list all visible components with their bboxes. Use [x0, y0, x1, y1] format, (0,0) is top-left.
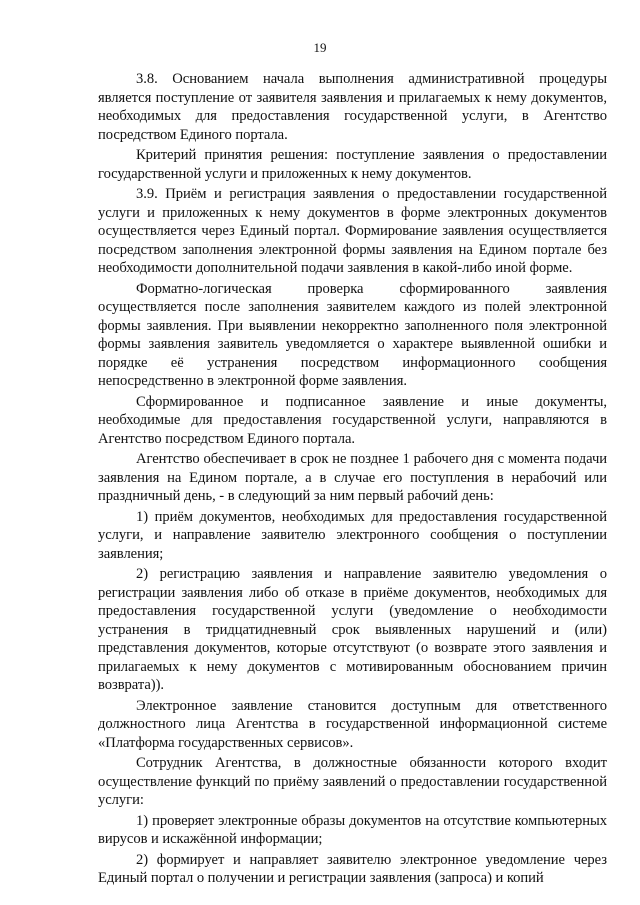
- paragraph-electronic-application: Электронное заявление становится доступным для ответственного должностного лица Агентства в государственной информационной системе «Платформа государственных сервисов».: [98, 697, 607, 751]
- paragraph-signed-application: Сформированное и подписанное заявление и иные документы, необходимые для предоставления государственной услуги, направляются в Агентство посредством Единого портала.: [98, 393, 607, 447]
- paragraph-3-8: 3.8. Основанием начала выполнения административной процедуры является поступление от заявителя заявления и прилагаемых к нему документов, необходимых для предоставления государственной услуги, в Агентство посредством Единого портала.: [98, 71, 607, 143]
- document-body: [98, 70, 607, 888]
- list-item-2-registration: 2) регистрацию заявления и направление заявителю уведомления о регистрации заявления либо об отказе в приёме документов, необходимых для предоставления государственной услуги (уведомление о необходимости устранения в тридцатидневный срок выявленных нарушений и (или) представления документов, которые отсутствуют (о возврате этого заявления и прилагаемых к нему документов с мотивированным обоснованием причин возврата)).: [98, 566, 607, 693]
- list-item-1-acceptance: 1) приём документов, необходимых для предоставления государственной услуги, и направление заявителю электронного сообщения о поступлении заявления;: [98, 508, 607, 562]
- paragraph-agency-employee: Сотрудник Агентства, в должностные обязанности которого входит осуществление функций по приёму заявлений о предоставлении государственной услуги:: [98, 755, 607, 808]
- paragraph-agency-ensures: Агентство обеспечивает в срок не позднее 1 рабочего дня с момента подачи заявления на Едином портале, а в случае его поступления в нерабочий или праздничный день, - в следующий за ним первый рабочий день:: [98, 451, 607, 504]
- paragraph-decision-criterion: Критерий принятия решения: поступление заявления о предоставлении государственной услуги и приложенных к нему документов.: [98, 147, 607, 182]
- paragraph-format-check: Форматно-логическая проверка сформированного заявления осуществляется после заполнения заявителем каждого из полей электронной формы заявления. При выявлении некорректно заполненного поля электронной формы заявления заявитель уведомляется о характере выявленной ошибки и порядке её устранения посредством информационного сообщения непосредственно в электронной форме заявления.: [98, 280, 607, 389]
- page-number: 19: [313, 40, 327, 55]
- list-item-1-checks: 1) проверяет электронные образы документов на отсутствие компьютерных вирусов и искажённой информации;: [98, 812, 607, 847]
- list-item-2-notifies: 2) формирует и направляет заявителю электронное уведомление через Единый портал о получении и регистрации заявления (запроса) и копий: [98, 851, 607, 886]
- paragraph-3-9: 3.9. Приём и регистрация заявления о предоставлении государственной услуги и приложенных к нему документов в форме электронных документов осуществляется через Единый портал. Формирование заявления осуществляется посредством заполнения электронной формы заявления на Едином портале без необходимости дополнительной подачи заявления в какой-либо иной форме.: [98, 186, 607, 276]
